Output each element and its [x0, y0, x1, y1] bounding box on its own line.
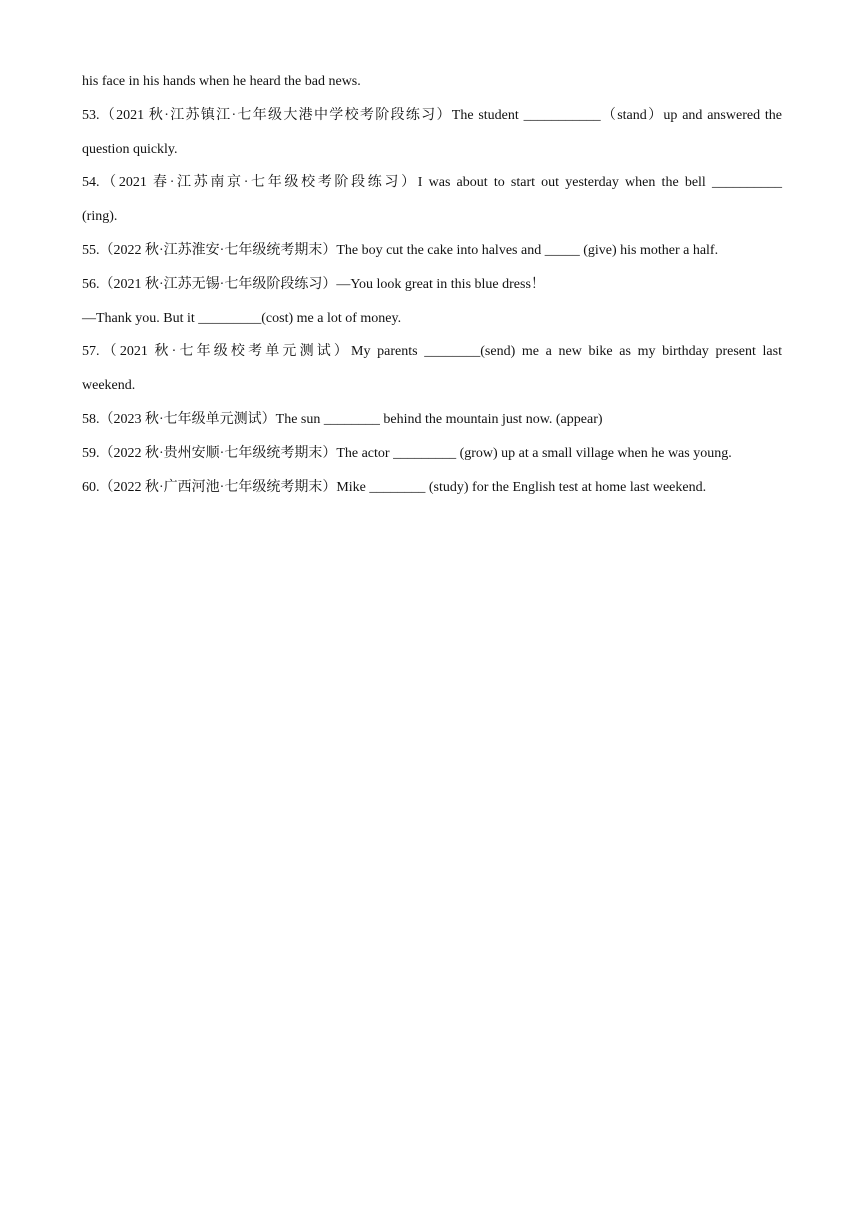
question-56-reply: —Thank you. But it _________(cost) me a lot of money. [82, 310, 402, 326]
text-line-continuation: his face in his hands when he heard the bad news. [82, 74, 361, 89]
question-54-continuation: (ring). [82, 209, 118, 225]
question-54: 54.（2021 春·江苏南京·七年级校考阶段练习）I was about to start out yesterday when the bell __________ [82, 175, 782, 191]
question-57: 57.（2021 秋·七年级校考单元测试）My parents ________(send) me a new bike as my birthday present last [82, 344, 782, 360]
question-55: 55.（2022 秋·江苏淮安·七年级统考期末）The boy cut the cake into halves and _____ (give) his mother a half. [82, 242, 719, 258]
question-53: 53.（2021 秋·江苏镇江·七年级大港中学校考阶段练习）The student ___________（stand）up and answered the [82, 107, 782, 123]
exercise-text [82, 70, 782, 509]
question-56: 56.（2021 秋·江苏无锡·七年级阶段练习）—You look great in this blue dress！ [82, 276, 545, 292]
question-53-continuation: question quickly. [82, 141, 178, 157]
question-60: 60.（2022 秋·广西河池·七年级统考期末）Mike ________ (study) for the English test at home last weekend. [82, 479, 707, 495]
question-57-continuation: weekend. [82, 378, 136, 394]
question-59: 59.（2022 秋·贵州安顺·七年级统考期末）The actor _________ (grow) up at a small village when he was young. [82, 445, 732, 461]
question-58: 58.（2023 秋·七年级单元测试）The sun ________ behind the mountain just now. (appear) [82, 411, 603, 427]
